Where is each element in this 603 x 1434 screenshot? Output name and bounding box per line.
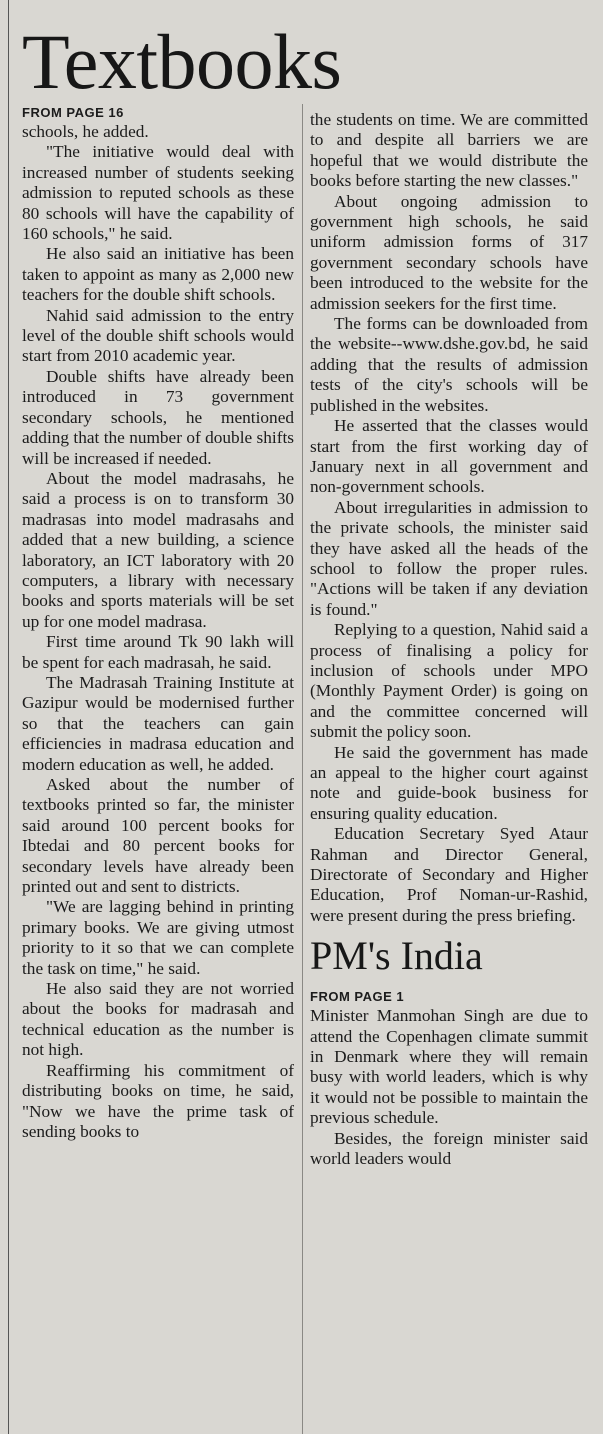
left-border-rule	[8, 0, 9, 1434]
paragraph: Replying to a question, Nahid said a process of finalising a policy for inclusion of schools under MPO (Monthly Payment Order) is going on and the committee concerned will submit the policy soon.	[310, 620, 588, 742]
paragraph: He also said they are not worried about the books for madrasah and technical education as the number is not high.	[22, 979, 294, 1060]
paragraph: Double shifts have already been introduced in 73 government secondary schools, he mentioned adding that the number of double shifts will be increased if needed.	[22, 366, 294, 468]
paragraph: Minister Manmohan Singh are due to attend the Copenhagen climate summit in Denmark where they will remain busy with world leaders, which is why it would not be possible to maintain the previous schedule.	[310, 1006, 588, 1128]
paragraph: "The initiative would deal with increased number of students seeking admission to reputed schools as these 80 schools will have the capability of 160 schools," he said.	[22, 142, 294, 244]
paragraph: Reaffirming his commitment of distributing books on time, he said, "Now we have the prime task of sending books to	[22, 1060, 294, 1141]
paragraph: About the model madrasahs, he said a process is on to transform 30 madrasas into model madrasahs and added that a new building, a science laboratory, an ICT laboratory with 20 computers, a library with necessary books and sports materials will be set up for one model madrasa.	[22, 468, 294, 631]
second-article-kicker: FROM PAGE 1	[310, 989, 405, 1005]
paragraph: He said the government has made an appeal to the higher court against note and guide-book business for ensuring quality education.	[310, 742, 588, 823]
article-column-2	[310, 110, 588, 1170]
column-divider	[302, 104, 303, 1434]
paragraph: "We are lagging behind in printing primary books. We are giving utmost priority to it so that we can complete the task on time," he said.	[22, 897, 294, 978]
paragraph: Besides, the foreign minister said world leaders would	[310, 1128, 588, 1169]
second-article-headline: PM's India	[310, 933, 483, 979]
paragraph: About irregularities in admission to the private schools, the minister said they have asked all the heads of the school to follow the proper rules. "Actions will be taken if any deviation is found."	[310, 497, 588, 619]
headline: Textbooks	[22, 18, 342, 105]
paragraph: He asserted that the classes would start from the first working day of January next in all government and non-government schools.	[310, 416, 588, 497]
paragraph: The Madrasah Training Institute at Gazipur would be modernised further so that the teachers can gain efficiencies in madrasa education and modern education as well, he added.	[22, 672, 294, 774]
paragraph: About ongoing admission to government high schools, he said uniform admission forms of 317 government secondary schools have been introduced to the website for the admission seekers for the first time.	[310, 191, 588, 313]
article-column-1	[22, 104, 294, 1142]
paragraph: the students on time. We are committed to and despite all barriers we are hopeful that we would distribute the books before starting the new classes."	[310, 110, 588, 191]
paragraph: schools, he added.	[22, 122, 149, 141]
paragraph: Nahid said admission to the entry level of the double shift schools would start from 2010 academic year.	[22, 305, 294, 366]
article-kicker: FROM PAGE 16	[22, 105, 124, 120]
paragraph: First time around Tk 90 lakh will be spent for each madrasah, he said.	[22, 632, 294, 672]
paragraph: The forms can be downloaded from the website--www.dshe.gov.bd, he said adding that the results of admission tests of the city's schools will be published in the websites.	[310, 314, 588, 415]
paragraph: Asked about the number of textbooks printed so far, the minister said around 100 percent books for Ibtedai and 80 percent books for secondary levels have already been printed out and sent to districts.	[22, 775, 294, 897]
paragraph: Education Secretary Syed Ataur Rahman and Director General, Directorate of Secondary and Higher Education, Prof Noman-ur-Rashid, were present during the press briefing.	[310, 824, 588, 925]
paragraph: He also said an initiative has been taken to appoint as many as 2,000 new teachers for the double shift schools.	[22, 244, 294, 305]
